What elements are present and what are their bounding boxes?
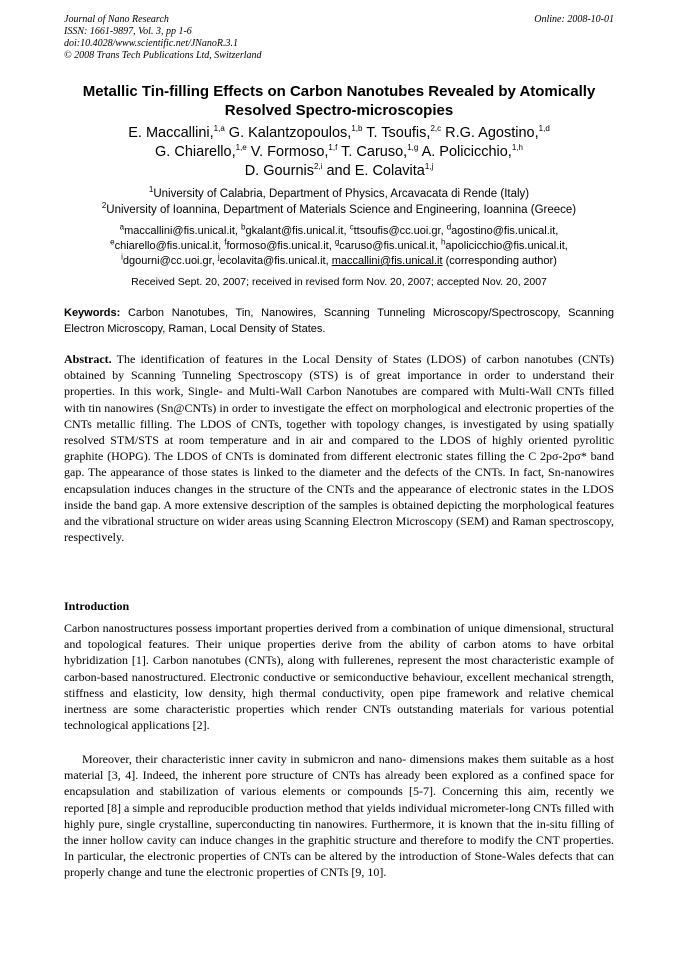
- email: caruso@fis.unical.it,: [339, 240, 438, 252]
- journal-doi: doi:10.4028/www.scientific.net/JNanoR.3.1: [64, 38, 238, 49]
- email-marker: c: [349, 222, 354, 232]
- email: dgourni@cc.uoi.gr,: [122, 255, 215, 267]
- title-line-1: Metallic Tin-filling Effects on Carbon Nanotubes Revealed by Atomically: [82, 83, 596, 100]
- journal-name: Journal of Nano Research: [64, 14, 169, 25]
- introduction-heading: Introduction: [64, 599, 130, 613]
- introduction-paragraph-1: Carbon nanostructures possess important properties derived from a combination of unique dimensional, structural and topological features. Their unique properties derive from the ability of carbon atoms to have orbital hybridization [1]. Carbon nanotubes (CNTs), along with fullerenes, represent the most characteristic example of carbon-based nanostructured. Electronic conductive or semiconductive behaviour, excellent mechanical strength, stiffness and elasticity, low density, high thermal conductivity, open pipe framework and relative chemical inertness are some characteristic properties which render CNTs outstanding materials for various potential technological applications [2].: [64, 621, 614, 733]
- email-marker: e: [110, 237, 115, 247]
- received-dates: Received Sept. 20, 2007; received in revised form Nov. 20, 2007; accepted Nov. 20, 2007: [131, 276, 547, 288]
- author: T. Tsoufis,: [366, 125, 431, 141]
- affiliation-text: University of Calabria, Department of Physics, Arcavacata di Rende (Italy): [153, 188, 530, 200]
- abstract-label: Abstract.: [64, 352, 112, 366]
- abstract-text: The identification of features in the Local Density of States (LDOS) of carbon nanotubes (CNTs) obtained by Scanning Tunneling Spectroscopy (STS) is of great importance in order to understand their properties. In this work, Single- and Multi-Wall Carbon Nanotubes are compared with Multi-Wall CNTs filled with tin nanowires (Sn@CNTs) in order to investigate the effect on morphological and electronic properties of the CNTs metallic filling. The LDOS of CNTs, together with topology changes, is investigated by using spatially resolved STM/STS at room temperature and in air and compared to the LDOS of highly oriented pyrolitic graphite (HOPG). The LDOS of CNTs is dominated from different electronic states filling the C 2pσ-2pσ* band gap. The appearance of those states is linked to the diameter and the defects of the CNTs. In fact, Sn-nanowires encapsulation induces changes in the structure of the CNTs and the appearance of electronic states in the LDOS inside the band gap. A more extensive description of the samples is obtained depicting the morphological features and the vibrational structure on wider areas using Scanning Electron Microscopy (SEM) and Raman spectroscopy, respectively.: [64, 352, 614, 545]
- author: E. Maccallini,: [128, 125, 214, 141]
- journal-copyright: © 2008 Trans Tech Publications Ltd, Switzerland: [64, 50, 262, 61]
- title-line-2: Resolved Spectro-microscopies: [224, 102, 454, 119]
- author-superscript: 2,c: [430, 124, 442, 134]
- email: gkalant@fis.unical.it,: [245, 225, 347, 237]
- journal-issn: ISSN: 1661-9897, Vol. 3, pp 1-6: [64, 26, 192, 37]
- email-marker: f: [224, 237, 227, 247]
- author: D. Gournis: [244, 163, 314, 179]
- author-conjunction: and: [326, 163, 351, 179]
- affiliation-text: University of Ioannina, Department of Materials Science and Engineering, Ioannina (Greece): [106, 204, 577, 216]
- email: ttsoufis@cc.uoi.gr,: [353, 225, 444, 237]
- email: ecolavita@fis.unical.it,: [219, 255, 329, 267]
- author-superscript: 1,e: [235, 143, 247, 153]
- author: T. Caruso,: [341, 144, 408, 160]
- author: A. Policicchio,: [421, 144, 512, 160]
- email: chiarello@fis.unical.it,: [114, 240, 222, 252]
- author-superscript: 1,h: [511, 143, 523, 153]
- author: V. Formoso,: [250, 144, 329, 160]
- affiliation-number: 1: [148, 185, 154, 195]
- author-superscript: 1,g: [407, 143, 419, 153]
- introduction-paragraph-2: Moreover, their characteristic inner cavity in submicron and nano- dimensions makes them suitable as a host material [3, 4]. Indeed, the inherent pore structure of CNTs has already been explored as a confined space for encapsulation and stabilization of various elements or compounds [5-7]. Concerning this aim, recently we reported [8] a simple and reproducible production method that yields individual micrometer-long CNTs filled with highly pure, single crystalline, superconducting tin nanowires. Furthermore, it is known that the in-situ filling of the inner hollow cavity can induce changes in the graphitic structure and therefore to modify the CNT properties. In particular, the electronic properties of CNTs can be altered by the introduction of Stone-Wales defects that can properly change and tune the electronic properties of CNTs [9, 10].: [64, 752, 614, 880]
- keywords: [64, 305, 614, 337]
- email-marker: d: [446, 222, 452, 232]
- author-superscript: 1,f: [328, 143, 338, 153]
- author-superscript: 1,d: [538, 124, 550, 134]
- corresponding-author-note: (corresponding author): [445, 255, 557, 267]
- journal-header: [64, 14, 262, 62]
- email-list: [40, 224, 638, 269]
- author: G. Kalantzopoulos,: [228, 125, 352, 141]
- email-marker: b: [241, 222, 246, 232]
- online-date: Online: 2008-10-01: [534, 14, 614, 25]
- paper-title: [40, 82, 638, 120]
- author: R.G. Agostino,: [445, 125, 539, 141]
- affiliation-2: [40, 202, 638, 218]
- affiliation-number: 2: [101, 201, 107, 211]
- author-superscript: 1,b: [351, 124, 363, 134]
- email: maccallini@fis.unical.it,: [124, 225, 238, 237]
- author-list: [30, 124, 648, 181]
- email-marker: h: [440, 237, 446, 247]
- author-superscript: 1,a: [213, 124, 225, 134]
- author: G. Chiarello,: [155, 144, 236, 160]
- email: apolicicchio@fis.unical.it,: [445, 240, 568, 252]
- author-superscript: 1,j: [424, 162, 434, 172]
- corresponding-email-link[interactable]: maccallini@fis.unical.it: [331, 255, 443, 267]
- email-marker: a: [119, 222, 125, 232]
- affiliation-1: [40, 186, 638, 202]
- email-marker: j: [217, 252, 220, 262]
- email: formoso@fis.unical.it,: [226, 240, 332, 252]
- email-marker: g: [334, 237, 340, 247]
- abstract: [64, 351, 614, 545]
- author: E. Colavita: [354, 163, 425, 179]
- author-superscript: 2,i: [314, 162, 323, 172]
- keywords-label: Keywords:: [64, 307, 121, 319]
- email: agostino@fis.unical.it,: [451, 225, 559, 237]
- email-marker: i: [121, 252, 123, 262]
- keywords-text: Carbon Nanotubes, Tin, Nanowires, Scanning Tunneling Microscopy/Spectroscopy, Scanning Electron Microscopy, Raman, Local Density of States.: [64, 307, 614, 335]
- affiliations: [40, 186, 638, 218]
